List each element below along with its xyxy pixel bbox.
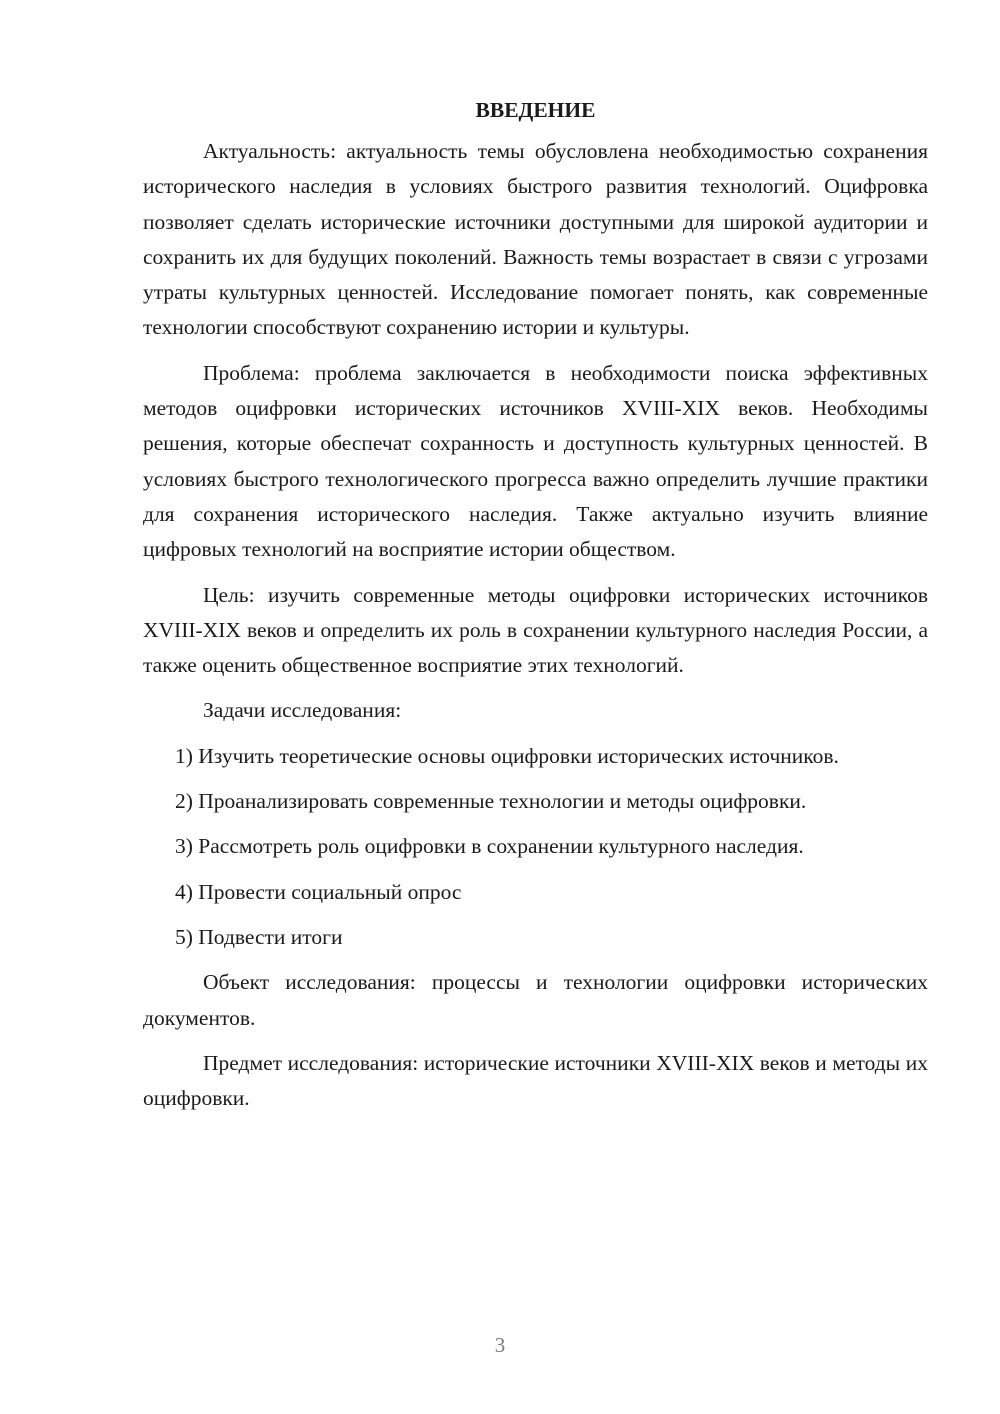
task-item-1: 1) Изучить теоретические основы оцифровки исторических источников. [175,743,839,768]
task-item-5: 5) Подвести итоги [175,924,343,949]
paragraph-object: Объект исследования: процессы и технологии оцифровки исторических документов. [143,970,928,1030]
paragraph-goal: Цель: изучить современные методы оцифровки исторических источников XVIII-XIX веков и определить их роль в сохранении культурного наследия России, а также оценить общественное восприятие этих технологий. [143,582,928,678]
tasks-heading: Задачи исследования: [203,698,402,723]
paragraph-problem: Проблема: проблема заключается в необходимости поиска эффективных методов оцифровки исторических источников XVIII-XIX веков. Необходимы решения, которые обеспечат сохранность и доступность культурных ценностей. В условиях быстрого технологического прогресса важно определить лучшие практики для сохранения исторического наследия. Также актуально изучить влияние цифровых технологий на восприятие истории обществом. [143,360,928,562]
page-number: 3 [494,1333,506,1357]
page-title: ВВЕДЕНИЕ [475,98,596,122]
document-page [143,96,928,1126]
task-item-2: 2) Проанализировать современные технологии и методы оцифровки. [175,789,807,814]
paragraph-relevance: Актуальность: актуальность темы обусловлена необходимостью сохранения исторического наследия в условиях быстрого развития технологий. Оцифровка позволяет сделать исторические источники доступными для широкой аудитории и сохранить их для будущих поколений. Важность темы возрастает в связи с угрозами утраты культурных ценностей. Исследование помогает понять, как современные технологии способствуют сохранению истории и культуры. [143,139,928,340]
task-item-3: 3) Рассмотреть роль оцифровки в сохранении культурного наследия. [175,834,804,859]
paragraph-subject: Предмет исследования: исторические источники XVIII-XIX веков и методы их оцифровки. [143,1050,928,1111]
task-item-4: 4) Провести социальный опрос [175,879,462,904]
